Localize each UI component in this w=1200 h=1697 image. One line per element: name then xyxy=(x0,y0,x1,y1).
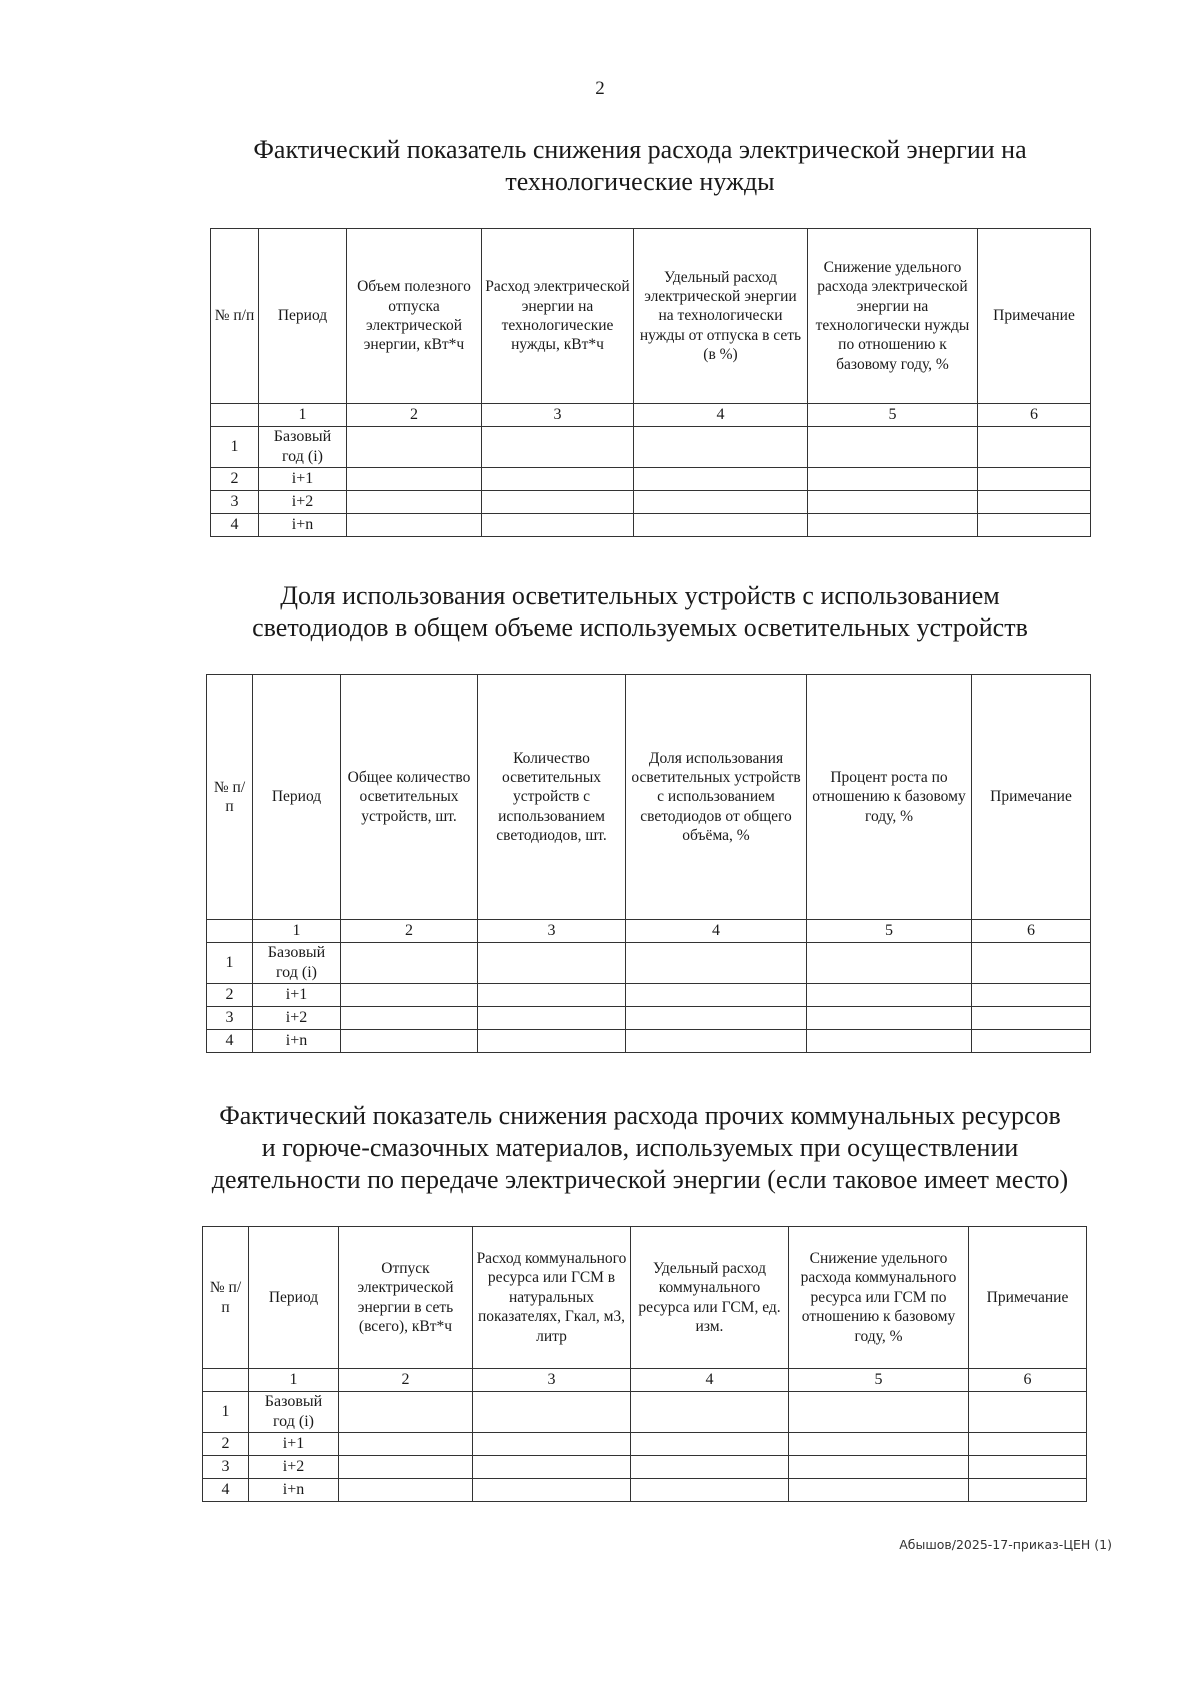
table-cell xyxy=(626,943,807,984)
header-row xyxy=(207,675,1091,920)
table-row xyxy=(203,1456,1087,1479)
table-cell xyxy=(634,491,808,514)
column-number: 3 xyxy=(482,404,634,427)
table-cell xyxy=(969,1392,1087,1433)
header-cell: Общее количество осветительных устройств, шт. xyxy=(341,675,478,920)
table-row xyxy=(203,1433,1087,1456)
table-cell xyxy=(978,514,1091,537)
table-cell xyxy=(978,491,1091,514)
column-number: 4 xyxy=(631,1369,789,1392)
table-cell xyxy=(972,1030,1091,1053)
table-cell xyxy=(347,427,482,468)
table-cell xyxy=(631,1479,789,1502)
table-cell: 4 xyxy=(211,514,259,537)
table-cell: 2 xyxy=(203,1433,249,1456)
table-cell xyxy=(789,1392,969,1433)
table-cell: 4 xyxy=(203,1479,249,1502)
table-cell: i+1 xyxy=(249,1433,339,1456)
header-cell: Примечание xyxy=(972,675,1091,920)
table-cell xyxy=(631,1392,789,1433)
table-cell xyxy=(339,1433,473,1456)
table-row xyxy=(203,1479,1087,1502)
table-led-lighting-share xyxy=(206,674,1091,1053)
column-number: 6 xyxy=(972,920,1091,943)
table-cell xyxy=(969,1456,1087,1479)
section-title-line: светодиодов в общем объеме используемых осветительных устройств xyxy=(252,613,1028,642)
header-row xyxy=(211,229,1091,404)
table-cell xyxy=(482,468,634,491)
column-number: 4 xyxy=(634,404,808,427)
table-cell xyxy=(634,468,808,491)
table-cell xyxy=(473,1456,631,1479)
column-number: 2 xyxy=(347,404,482,427)
column-number-row xyxy=(207,920,1091,943)
column-number-row xyxy=(203,1369,1087,1392)
table-cell: 3 xyxy=(207,1007,253,1030)
table-cell: Базовый год (i) xyxy=(249,1392,339,1433)
table-cell xyxy=(341,943,478,984)
column-number: 2 xyxy=(339,1369,473,1392)
table-cell: i+1 xyxy=(259,468,347,491)
column-number: 5 xyxy=(807,920,972,943)
table-cell xyxy=(969,1479,1087,1502)
section-title-line: Фактический показатель снижения расхода прочих коммунальных ресурсов xyxy=(219,1101,1061,1130)
table-cell: 3 xyxy=(211,491,259,514)
table-cell: i+n xyxy=(253,1030,341,1053)
footer-reference: Абышов/2025-17-приказ-ЦЕН (1) xyxy=(899,1537,1112,1552)
table-cell xyxy=(972,1007,1091,1030)
header-cell: № п/п xyxy=(207,675,253,920)
header-cell: Период xyxy=(249,1227,339,1369)
table-cell xyxy=(978,468,1091,491)
column-number-row xyxy=(211,404,1091,427)
table-cell: 3 xyxy=(203,1456,249,1479)
table-cell xyxy=(807,1030,972,1053)
table-cell: 4 xyxy=(207,1030,253,1053)
table-cell: i+2 xyxy=(249,1456,339,1479)
header-cell: Количество осветительных устройств с использованием светодиодов, шт. xyxy=(478,675,626,920)
table-cell xyxy=(807,984,972,1007)
column-number xyxy=(211,404,259,427)
table-cell xyxy=(631,1456,789,1479)
table-cell: 1 xyxy=(207,943,253,984)
table-cell xyxy=(789,1456,969,1479)
table-cell xyxy=(978,427,1091,468)
page-number: 2 xyxy=(595,78,605,99)
header-cell: Примечание xyxy=(978,229,1091,404)
table-cell xyxy=(347,514,482,537)
table-cell xyxy=(341,984,478,1007)
table-cell: i+n xyxy=(259,514,347,537)
table-cell xyxy=(626,1007,807,1030)
table-cell: 1 xyxy=(203,1392,249,1433)
header-cell: Удельный расход электрической энергии на технологически нужды от отпуска в сеть (в %) xyxy=(634,229,808,404)
section-title-line: Доля использования осветительных устройств с использованием xyxy=(280,581,1000,610)
table-cell xyxy=(789,1433,969,1456)
table-cell xyxy=(478,984,626,1007)
header-cell: Отпуск электрической энергии в сеть (всего), кВт*ч xyxy=(339,1227,473,1369)
column-number: 4 xyxy=(626,920,807,943)
table-row xyxy=(207,984,1091,1007)
column-number: 1 xyxy=(259,404,347,427)
section-title-line: и горюче-смазочных материалов, используемых при осуществлении xyxy=(261,1133,1019,1162)
section-title-line: технологические нужды xyxy=(505,167,775,196)
header-cell: Доля использования осветительных устройств с использованием светодиодов от общего объёма, % xyxy=(626,675,807,920)
table-utility-resources xyxy=(202,1226,1087,1502)
table-row xyxy=(207,1007,1091,1030)
column-number xyxy=(207,920,253,943)
table-cell: 2 xyxy=(207,984,253,1007)
column-number: 6 xyxy=(969,1369,1087,1392)
table-row xyxy=(211,427,1091,468)
table-cell: Базовый год (i) xyxy=(259,427,347,468)
table-cell xyxy=(789,1479,969,1502)
table-cell xyxy=(341,1007,478,1030)
column-number: 1 xyxy=(253,920,341,943)
table-cell xyxy=(341,1030,478,1053)
table-cell xyxy=(339,1456,473,1479)
table-cell xyxy=(347,468,482,491)
section-title-2 xyxy=(150,580,1130,644)
header-cell: Объем полезного отпуска электрической энергии, кВт*ч xyxy=(347,229,482,404)
table-row xyxy=(211,514,1091,537)
header-cell: Расход коммунального ресурса или ГСМ в натуральных показателях, Гкал, м3, литр xyxy=(473,1227,631,1369)
table-row xyxy=(207,943,1091,984)
column-number xyxy=(203,1369,249,1392)
header-cell: Период xyxy=(259,229,347,404)
table-cell xyxy=(478,1007,626,1030)
table-energy-tech-needs xyxy=(210,228,1091,537)
table-cell: Базовый год (i) xyxy=(253,943,341,984)
table-cell xyxy=(972,984,1091,1007)
column-number: 5 xyxy=(789,1369,969,1392)
section-title-line: Фактический показатель снижения расхода электрической энергии на xyxy=(253,135,1027,164)
table-cell: i+1 xyxy=(253,984,341,1007)
table-row xyxy=(211,468,1091,491)
column-number: 3 xyxy=(473,1369,631,1392)
column-number: 6 xyxy=(978,404,1091,427)
header-cell: Период xyxy=(253,675,341,920)
header-cell: Снижение удельного расхода электрической энергии на технологически нужды по отношению к базовому году, % xyxy=(808,229,978,404)
table-cell xyxy=(339,1392,473,1433)
table-cell xyxy=(347,491,482,514)
table-row xyxy=(207,1030,1091,1053)
header-cell: Снижение удельного расхода коммунального ресурса или ГСМ по отношению к базовому году, % xyxy=(789,1227,969,1369)
table-cell: 1 xyxy=(211,427,259,468)
header-cell: № п/п xyxy=(211,229,259,404)
table-cell xyxy=(808,468,978,491)
section-title-3 xyxy=(150,1100,1130,1196)
table-cell xyxy=(634,514,808,537)
table-cell xyxy=(969,1433,1087,1456)
column-number: 1 xyxy=(249,1369,339,1392)
section-title-1 xyxy=(150,134,1130,198)
table-cell xyxy=(473,1479,631,1502)
table-cell xyxy=(478,943,626,984)
table-cell xyxy=(473,1392,631,1433)
table-cell xyxy=(626,984,807,1007)
column-number: 2 xyxy=(341,920,478,943)
section-title-line: деятельности по передаче электрической энергии (если таковое имеет место) xyxy=(211,1165,1069,1194)
column-number: 3 xyxy=(478,920,626,943)
header-cell: Удельный расход коммунального ресурса или ГСМ, ед. изм. xyxy=(631,1227,789,1369)
table-row xyxy=(203,1392,1087,1433)
table-cell: i+2 xyxy=(253,1007,341,1030)
table-cell: i+n xyxy=(249,1479,339,1502)
table-cell xyxy=(473,1433,631,1456)
table-cell xyxy=(807,1007,972,1030)
header-cell: Процент роста по отношению к базовому году, % xyxy=(807,675,972,920)
table-cell xyxy=(482,427,634,468)
header-row xyxy=(203,1227,1087,1369)
table-cell xyxy=(626,1030,807,1053)
table-cell xyxy=(808,491,978,514)
table-cell xyxy=(482,514,634,537)
table-cell xyxy=(631,1433,789,1456)
column-number: 5 xyxy=(808,404,978,427)
table-cell xyxy=(972,943,1091,984)
table-cell: i+2 xyxy=(259,491,347,514)
table-cell xyxy=(478,1030,626,1053)
header-cell: Расход электрической энергии на технологические нужды, кВт*ч xyxy=(482,229,634,404)
table-cell xyxy=(807,943,972,984)
header-cell: № п/п xyxy=(203,1227,249,1369)
table-cell xyxy=(482,491,634,514)
table-cell xyxy=(808,514,978,537)
header-cell: Примечание xyxy=(969,1227,1087,1369)
table-cell xyxy=(808,427,978,468)
table-cell xyxy=(634,427,808,468)
table-cell xyxy=(339,1479,473,1502)
table-row xyxy=(211,491,1091,514)
table-cell: 2 xyxy=(211,468,259,491)
